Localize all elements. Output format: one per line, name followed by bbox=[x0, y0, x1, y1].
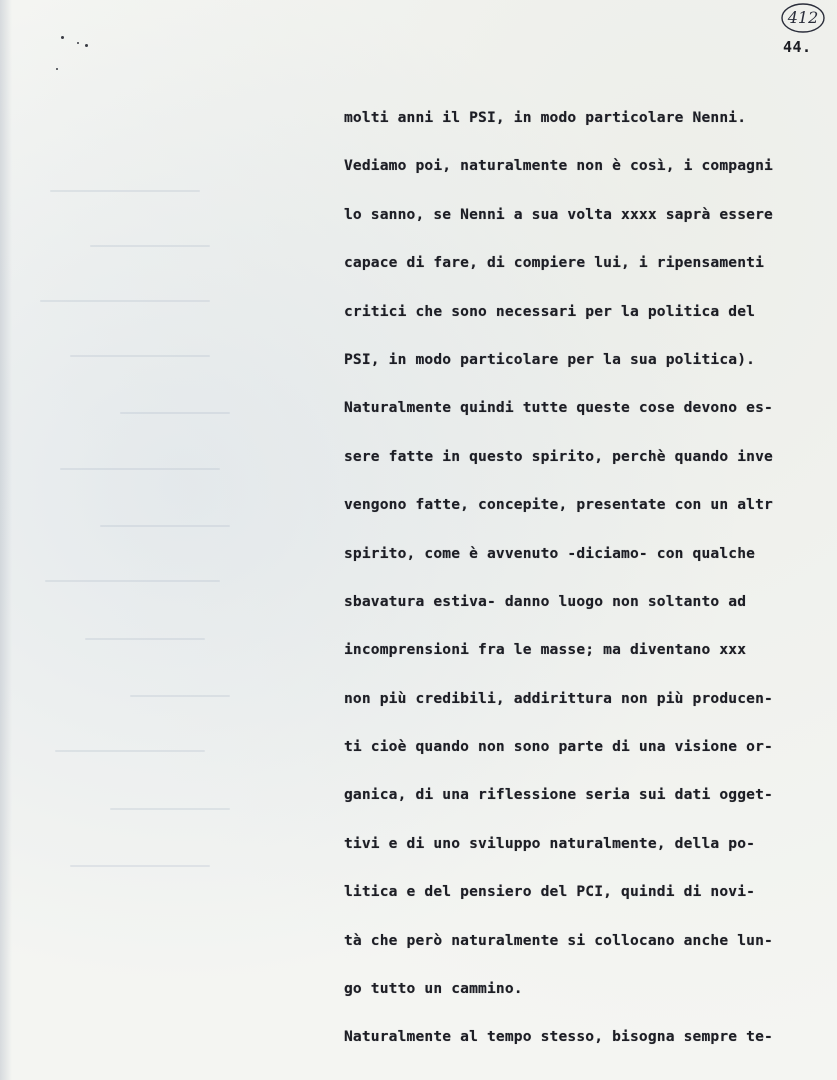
text-line: molti anni il PSI, in modo particolare Nenni. bbox=[344, 109, 747, 126]
archive-stamp-number: 412 bbox=[787, 8, 819, 27]
text-line: Naturalmente quindi tutte queste cose devono es- bbox=[344, 399, 773, 417]
text-line: ganica, di una riflessione seria sui dati ogget- bbox=[344, 786, 773, 804]
text-line: go tutto un cammino. bbox=[344, 980, 523, 998]
text-line: tivi e di uno sviluppo naturalmente, della po- bbox=[344, 834, 756, 852]
text-line: litica e del pensiero del PCI, quindi di novi- bbox=[344, 883, 756, 901]
text-line: spirito, come è avvenuto -diciamo- con qualche bbox=[344, 544, 756, 562]
text-line: sbavatura estiva- danno luogo non soltanto ad bbox=[344, 592, 747, 610]
text-line: critici che sono necessari per la politica del bbox=[344, 302, 756, 320]
text-line: sere fatte in questo spirito, perchè quando inve bbox=[344, 447, 773, 465]
text-line: tà che però naturalmente si collocano anche lun- bbox=[344, 931, 773, 949]
text-line: PSI, in modo particolare per la sua politica). bbox=[344, 350, 756, 368]
scan-specks bbox=[55, 30, 95, 80]
scan-edge-shadow bbox=[0, 0, 12, 1080]
text-line: vengono fatte, concepite, presentate con un altr bbox=[344, 496, 773, 514]
page-number: 44. bbox=[783, 38, 812, 56]
text-line: capace di fare, di compiere lui, i ripensamenti bbox=[344, 254, 765, 272]
text-line: lo sanno, se Nenni a sua volta xxxx saprà essere bbox=[344, 205, 773, 223]
text-line: non più credibili, addirittura non più producen- bbox=[344, 689, 773, 707]
text-line: ti cioè quando non sono parte di una visione or- bbox=[344, 738, 773, 756]
text-line: incomprensioni fra le masse; ma diventano xxx bbox=[344, 641, 747, 659]
archive-stamp bbox=[780, 2, 826, 34]
text-line: Naturalmente al tempo stesso, bisogna sempre te- bbox=[344, 1028, 773, 1046]
text-line: Vediamo poi, naturalmente non è così, i compagni bbox=[344, 157, 773, 175]
typewritten-text bbox=[344, 106, 828, 1074]
bleed-through-marks bbox=[30, 150, 260, 910]
